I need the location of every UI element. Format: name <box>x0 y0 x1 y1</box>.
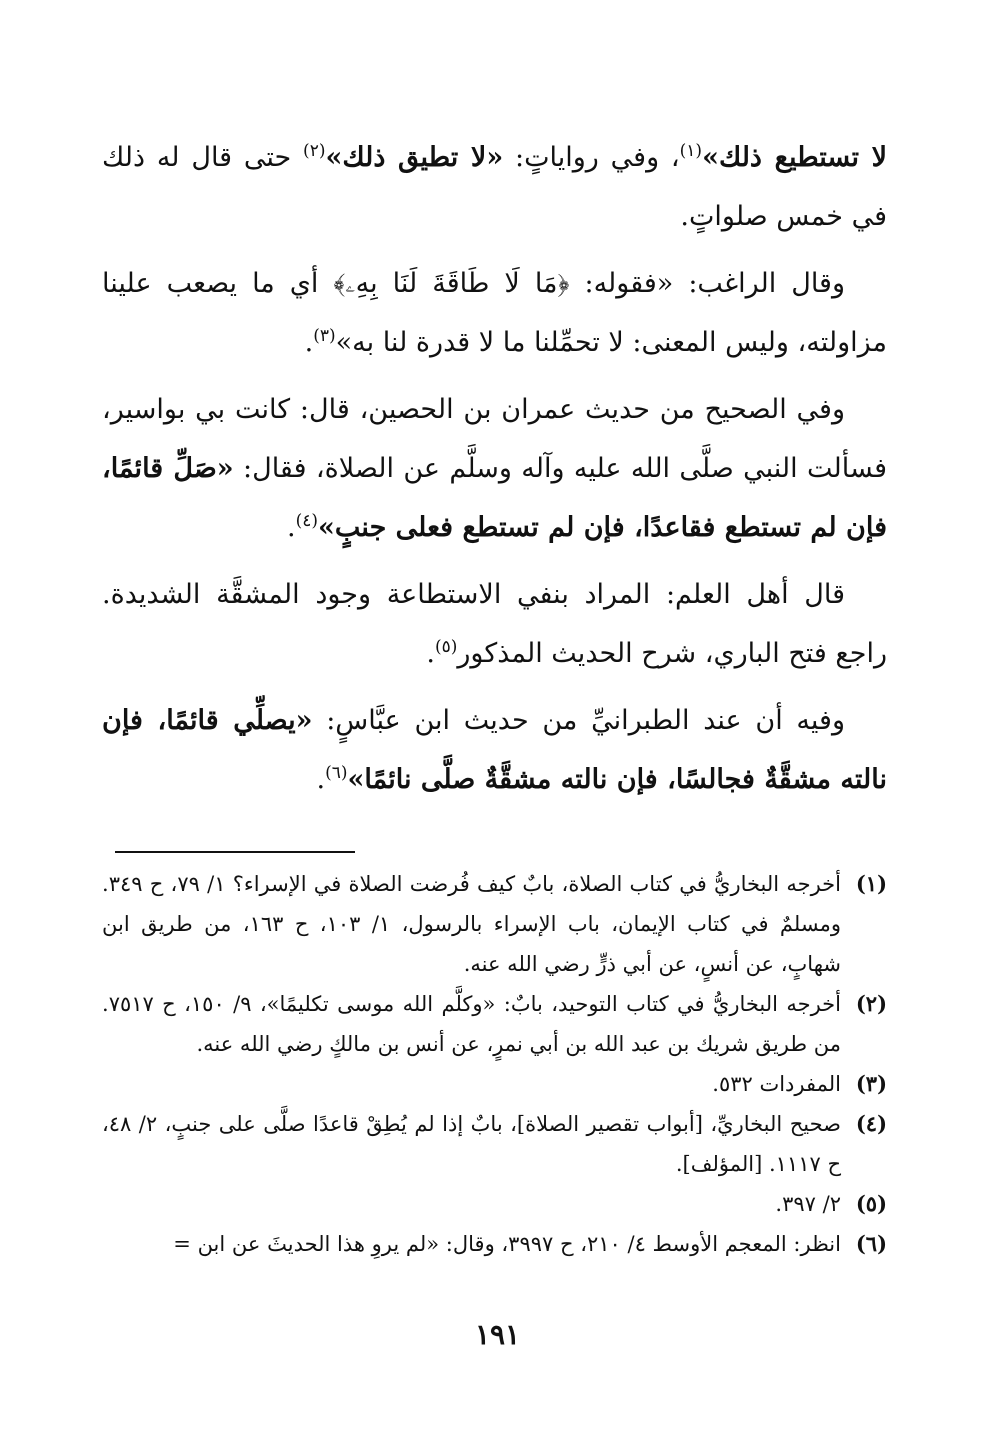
footnote-ref[interactable]: (٥) <box>434 637 458 657</box>
paragraph <box>102 254 887 372</box>
footnote-ref[interactable]: (١) <box>679 141 703 161</box>
text-run: «يصلِّي قائمًا، فإن نالته مشقَّةٌ فجالسًا، فإن نالته مشقَّةٌ صلَّى نائمًا» <box>102 705 887 795</box>
footnote <box>102 1104 887 1184</box>
paragraph <box>102 380 887 557</box>
footnote <box>102 864 887 984</box>
text-run: قال أهل العلم: المراد بنفي الاستطاعة وجود المشقَّة الشديدة. راجع فتح الباري، شرح الحديث المذكور <box>102 579 887 669</box>
footnote-text: ٢/ ٣٩٧. <box>775 1192 841 1216</box>
text-run: . <box>304 327 314 358</box>
text-run: ، وفي رواياتٍ: <box>503 142 680 173</box>
text-run: «لا تطيق ذلك» <box>325 142 504 173</box>
text-run: لا تستطيع ذلك» <box>702 142 888 173</box>
footnote-divider <box>115 851 355 853</box>
paragraph <box>102 691 887 809</box>
footnote-number: (١) <box>855 871 887 896</box>
footnotes <box>102 864 887 1264</box>
paragraph <box>102 128 887 246</box>
footnote-ref[interactable]: (٣) <box>313 326 336 346</box>
paragraph <box>102 565 887 683</box>
text-run: وقال الراغب: «فقوله: ﴿مَا لَا طَاقَةَ لَنَا بِهِۦ﴾ أي ما يصعب علينا مزاولته، وليس المعنى: لا تحمِّلنا ما لا قدرة لنا به» <box>102 268 887 358</box>
main-text <box>102 128 887 817</box>
footnote <box>102 1224 887 1264</box>
footnote-number: (٣) <box>855 1071 887 1096</box>
footnote-number: (٤) <box>855 1111 887 1136</box>
footnote-ref[interactable]: (٦) <box>325 763 348 783</box>
footnote-text: أخرجه البخاريُّ في كتاب الصلاة، بابٌ كيف فُرضت الصلاة في الإسراء؟ ١/ ٧٩، ح ٣٤٩. ومسلمٌ في كتاب الإيمان، باب الإسراء بالرسول، ١/ ١٠٣، ح ١٦٣، من طريق ابن شهابٍ، عن أنسٍ، عن أبي ذرٍّ رضي الله عنه. <box>102 872 841 976</box>
text-run: حتى قال له ذلك في خمس صلواتٍ. <box>102 142 887 232</box>
footnote <box>102 1064 887 1104</box>
footnote-text: صحيح البخاريِّ، [أبواب تقصير الصلاة]، بابٌ إذا لم يُطِقْ قاعدًا صلَّى على جنبٍ، ٢/ ٤٨، ح ١١١٧. [المؤلف]. <box>102 1112 841 1176</box>
text-run: «صَلِّ قائمًا، فإن لم تستطع فقاعدًا، فإن لم تستطع فعلى جنبٍ» <box>102 453 887 543</box>
footnote-number: (٢) <box>855 991 887 1016</box>
footnote-number: (٦) <box>855 1231 887 1256</box>
footnote-number: (٥) <box>855 1191 887 1216</box>
footnote-text: انظر: المعجم الأوسط ٤/ ٢١٠، ح ٣٩٩٧، وقال: «لم يروِ هذا الحديثَ عن ابن = <box>173 1232 841 1256</box>
footnote-text: أخرجه البخاريُّ في كتاب التوحيد، بابٌ: «وكلَّم الله موسى تكليمًا»، ٩/ ١٥٠، ح ٧٥١٧. من طريق شريك بن عبد الله بن أبي نمرٍ، عن أنس بن مالكٍ رضي الله عنه. <box>102 992 841 1056</box>
footnote-ref[interactable]: (٢) <box>303 141 326 161</box>
footnote-text: المفردات ٥٣٢. <box>712 1072 841 1096</box>
footnote-ref[interactable]: (٤) <box>295 511 319 531</box>
text-run: . <box>426 638 435 669</box>
text-run: . <box>316 764 326 795</box>
text-run: وفيه أن عند الطبرانيِّ من حديث ابن عبَّاسٍ: <box>312 705 845 736</box>
footnote <box>102 1184 887 1224</box>
page-number: ١٩١ <box>474 1318 521 1351</box>
text-run: . <box>287 512 296 543</box>
footnote <box>102 984 887 1064</box>
text-run: وفي الصحيح من حديث عمران بن الحصين، قال: كانت بي بواسير، فسألت النبي صلَّى الله عليه وآله وسلَّم عن الصلاة، فقال: <box>102 394 887 484</box>
